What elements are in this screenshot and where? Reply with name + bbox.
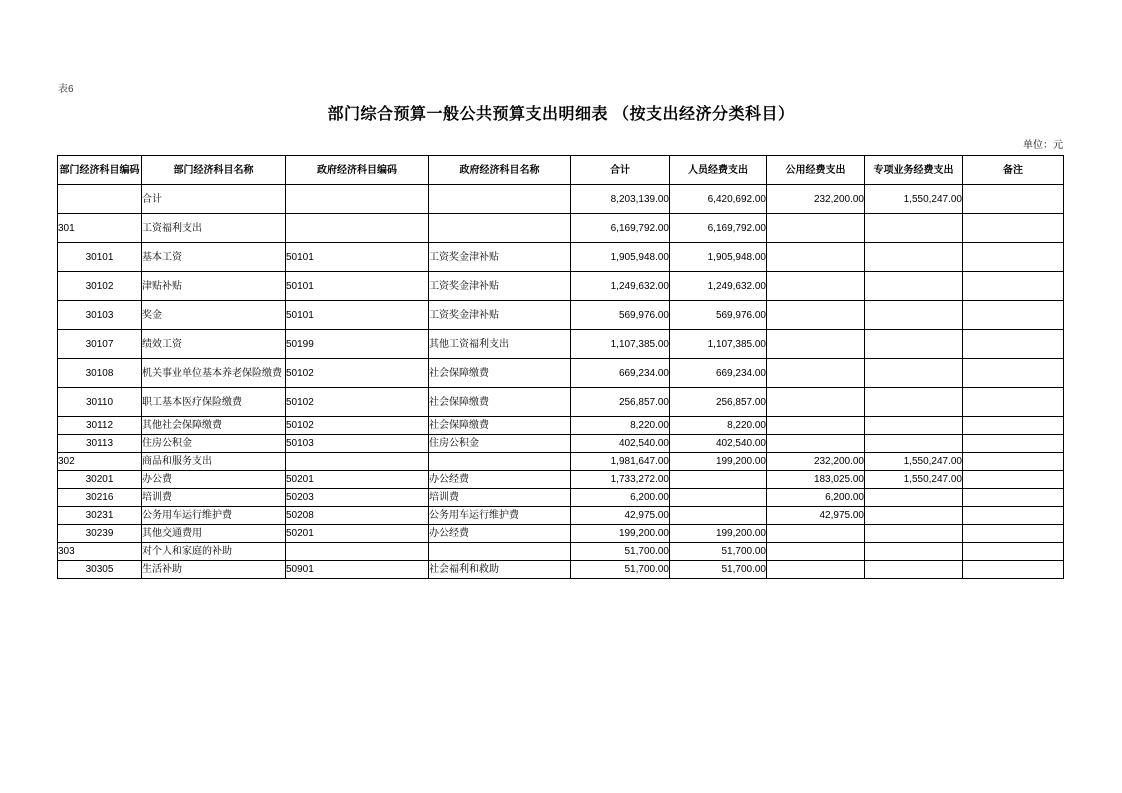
gov-code-cell: 50101 — [286, 243, 429, 272]
total-amount-cell: 1,249,632.00 — [571, 272, 670, 301]
total-amount-cell: 569,976.00 — [571, 301, 670, 330]
public-funds-amount-cell — [767, 359, 865, 388]
public-funds-amount-cell: 232,200.00 — [767, 185, 865, 214]
dept-name-cell: 机关事业单位基本养老保险缴费 — [142, 359, 286, 388]
gov-name-cell: 社会保障缴费 — [429, 417, 571, 435]
public-funds-amount-cell — [767, 525, 865, 543]
gov-name-cell: 工资奖金津补贴 — [429, 301, 571, 330]
table-row — [58, 453, 1064, 471]
gov-name-cell: 住房公积金 — [429, 435, 571, 453]
remark-cell — [963, 388, 1064, 417]
gov-code-cell: 50201 — [286, 471, 429, 489]
gov-name-cell: 社会保障缴费 — [429, 388, 571, 417]
gov-code-cell: 50201 — [286, 525, 429, 543]
personnel-amount-cell — [670, 507, 767, 525]
personnel-amount-cell: 1,905,948.00 — [670, 243, 767, 272]
dept-code-cell — [58, 185, 142, 214]
special-amount-cell: 1,550,247.00 — [865, 453, 963, 471]
dept-code-cell: 30112 — [58, 417, 142, 435]
total-amount-cell: 6,200.00 — [571, 489, 670, 507]
personnel-amount-cell — [670, 471, 767, 489]
gov-code-cell: 50101 — [286, 272, 429, 301]
gov-name-cell: 培训费 — [429, 489, 571, 507]
col-header-remark: 备注 — [963, 156, 1064, 185]
total-amount-cell: 6,169,792.00 — [571, 214, 670, 243]
table-header-row — [58, 156, 1064, 185]
remark-cell — [963, 525, 1064, 543]
page-title: 部门综合预算一般公共预算支出明细表 （按支出经济分类科目） — [327, 106, 795, 123]
remark-cell — [963, 561, 1064, 579]
col-header-personnel: 人员经费支出 — [670, 156, 767, 185]
dept-name-cell: 其他交通费用 — [142, 525, 286, 543]
table-row — [58, 543, 1064, 561]
dept-code-cell: 301 — [58, 214, 142, 243]
total-amount-cell: 1,905,948.00 — [571, 243, 670, 272]
personnel-amount-cell: 6,420,692.00 — [670, 185, 767, 214]
dept-name-cell: 生活补助 — [142, 561, 286, 579]
dept-name-cell: 奖金 — [142, 301, 286, 330]
dept-code-cell: 30107 — [58, 330, 142, 359]
personnel-amount-cell: 51,700.00 — [670, 561, 767, 579]
dept-code-cell: 30110 — [58, 388, 142, 417]
total-amount-cell: 42,975.00 — [571, 507, 670, 525]
dept-name-cell: 基本工资 — [142, 243, 286, 272]
dept-code-cell: 30108 — [58, 359, 142, 388]
total-amount-cell: 1,107,385.00 — [571, 330, 670, 359]
dept-code-cell: 30239 — [58, 525, 142, 543]
special-amount-cell — [865, 272, 963, 301]
dept-name-cell: 津贴补贴 — [142, 272, 286, 301]
total-amount-cell: 8,220.00 — [571, 417, 670, 435]
personnel-amount-cell: 1,107,385.00 — [670, 330, 767, 359]
dept-name-cell: 工资福利支出 — [142, 214, 286, 243]
total-amount-cell: 669,234.00 — [571, 359, 670, 388]
col-header-gov-code: 政府经济科目编码 — [286, 156, 429, 185]
dept-name-cell: 公务用车运行维护费 — [142, 507, 286, 525]
gov-name-cell: 工资奖金津补贴 — [429, 272, 571, 301]
gov-code-cell: 50199 — [286, 330, 429, 359]
gov-name-cell: 办公经费 — [429, 471, 571, 489]
personnel-amount-cell: 6,169,792.00 — [670, 214, 767, 243]
remark-cell — [963, 359, 1064, 388]
table-row — [58, 272, 1064, 301]
personnel-amount-cell: 1,249,632.00 — [670, 272, 767, 301]
total-amount-cell: 256,857.00 — [571, 388, 670, 417]
table-row — [58, 243, 1064, 272]
public-funds-amount-cell — [767, 417, 865, 435]
col-header-dept-name: 部门经济科目名称 — [142, 156, 286, 185]
gov-name-cell: 社会福利和救助 — [429, 561, 571, 579]
table-row — [58, 330, 1064, 359]
public-funds-amount-cell — [767, 561, 865, 579]
gov-code-cell: 50901 — [286, 561, 429, 579]
gov-code-cell: 50208 — [286, 507, 429, 525]
dept-code-cell: 30305 — [58, 561, 142, 579]
personnel-amount-cell: 199,200.00 — [670, 525, 767, 543]
remark-cell — [963, 471, 1064, 489]
col-header-public-funds: 公用经费支出 — [767, 156, 865, 185]
gov-name-cell — [429, 185, 571, 214]
col-header-special: 专项业务经费支出 — [865, 156, 963, 185]
table-row — [58, 301, 1064, 330]
table-row — [58, 359, 1064, 388]
table-row — [58, 525, 1064, 543]
gov-name-cell: 办公经费 — [429, 525, 571, 543]
dept-code-cell: 30102 — [58, 272, 142, 301]
budget-table — [57, 155, 1064, 579]
personnel-amount-cell: 256,857.00 — [670, 388, 767, 417]
public-funds-amount-cell: 183,025.00 — [767, 471, 865, 489]
table-row — [58, 561, 1064, 579]
table-row — [58, 214, 1064, 243]
dept-name-cell: 职工基本医疗保险缴费 — [142, 388, 286, 417]
col-header-total: 合计 — [571, 156, 670, 185]
public-funds-amount-cell — [767, 301, 865, 330]
personnel-amount-cell: 402,540.00 — [670, 435, 767, 453]
unit-note: 单位：元 — [1023, 140, 1063, 151]
total-amount-cell: 402,540.00 — [571, 435, 670, 453]
gov-name-cell — [429, 214, 571, 243]
table-row — [58, 471, 1064, 489]
special-amount-cell — [865, 243, 963, 272]
public-funds-amount-cell — [767, 214, 865, 243]
table-row — [58, 417, 1064, 435]
gov-name-cell: 公务用车运行维护费 — [429, 507, 571, 525]
gov-name-cell: 其他工资福利支出 — [429, 330, 571, 359]
personnel-amount-cell: 8,220.00 — [670, 417, 767, 435]
gov-name-cell — [429, 543, 571, 561]
dept-name-cell: 其他社会保障缴费 — [142, 417, 286, 435]
table-row — [58, 507, 1064, 525]
dept-code-cell: 303 — [58, 543, 142, 561]
table-row — [58, 435, 1064, 453]
remark-cell — [963, 543, 1064, 561]
public-funds-amount-cell: 232,200.00 — [767, 453, 865, 471]
dept-code-cell: 30231 — [58, 507, 142, 525]
col-header-dept-code: 部门经济科目编码 — [58, 156, 142, 185]
gov-code-cell: 50102 — [286, 359, 429, 388]
public-funds-amount-cell — [767, 388, 865, 417]
special-amount-cell — [865, 359, 963, 388]
dept-name-cell: 对个人和家庭的补助 — [142, 543, 286, 561]
remark-cell — [963, 214, 1064, 243]
dept-name-cell: 商品和服务支出 — [142, 453, 286, 471]
special-amount-cell — [865, 388, 963, 417]
dept-code-cell: 30216 — [58, 489, 142, 507]
special-amount-cell — [865, 543, 963, 561]
dept-name-cell: 住房公积金 — [142, 435, 286, 453]
special-amount-cell: 1,550,247.00 — [865, 185, 963, 214]
remark-cell — [963, 301, 1064, 330]
public-funds-amount-cell: 42,975.00 — [767, 507, 865, 525]
gov-name-cell — [429, 453, 571, 471]
special-amount-cell — [865, 507, 963, 525]
remark-cell — [963, 435, 1064, 453]
gov-code-cell — [286, 453, 429, 471]
table-row — [58, 185, 1064, 214]
remark-cell — [963, 243, 1064, 272]
dept-name-cell: 合计 — [142, 185, 286, 214]
total-amount-cell: 8,203,139.00 — [571, 185, 670, 214]
gov-code-cell — [286, 185, 429, 214]
col-header-gov-name: 政府经济科目名称 — [429, 156, 571, 185]
total-amount-cell: 1,981,647.00 — [571, 453, 670, 471]
personnel-amount-cell: 199,200.00 — [670, 453, 767, 471]
public-funds-amount-cell — [767, 543, 865, 561]
special-amount-cell — [865, 417, 963, 435]
gov-code-cell — [286, 214, 429, 243]
total-amount-cell: 51,700.00 — [571, 561, 670, 579]
table-row — [58, 489, 1064, 507]
gov-code-cell: 50102 — [286, 388, 429, 417]
special-amount-cell — [865, 330, 963, 359]
special-amount-cell — [865, 561, 963, 579]
public-funds-amount-cell: 6,200.00 — [767, 489, 865, 507]
total-amount-cell: 51,700.00 — [571, 543, 670, 561]
remark-cell — [963, 272, 1064, 301]
gov-name-cell: 工资奖金津补贴 — [429, 243, 571, 272]
remark-cell — [963, 417, 1064, 435]
gov-code-cell — [286, 543, 429, 561]
remark-cell — [963, 453, 1064, 471]
dept-name-cell: 办公费 — [142, 471, 286, 489]
budget-table-body — [58, 185, 1064, 579]
personnel-amount-cell — [670, 489, 767, 507]
dept-code-cell: 30201 — [58, 471, 142, 489]
gov-name-cell: 社会保障缴费 — [429, 359, 571, 388]
total-amount-cell: 199,200.00 — [571, 525, 670, 543]
public-funds-amount-cell — [767, 330, 865, 359]
special-amount-cell — [865, 489, 963, 507]
personnel-amount-cell: 569,976.00 — [670, 301, 767, 330]
dept-code-cell: 30103 — [58, 301, 142, 330]
dept-code-cell: 30113 — [58, 435, 142, 453]
dept-name-cell: 绩效工资 — [142, 330, 286, 359]
gov-code-cell: 50102 — [286, 417, 429, 435]
public-funds-amount-cell — [767, 435, 865, 453]
gov-code-cell: 50203 — [286, 489, 429, 507]
personnel-amount-cell: 51,700.00 — [670, 543, 767, 561]
remark-cell — [963, 507, 1064, 525]
table-number-label: 表6 — [58, 84, 74, 95]
personnel-amount-cell: 669,234.00 — [670, 359, 767, 388]
gov-code-cell: 50101 — [286, 301, 429, 330]
special-amount-cell: 1,550,247.00 — [865, 471, 963, 489]
remark-cell — [963, 489, 1064, 507]
remark-cell — [963, 185, 1064, 214]
table-row — [58, 388, 1064, 417]
dept-code-cell: 30101 — [58, 243, 142, 272]
dept-code-cell: 302 — [58, 453, 142, 471]
dept-name-cell: 培训费 — [142, 489, 286, 507]
public-funds-amount-cell — [767, 272, 865, 301]
gov-code-cell: 50103 — [286, 435, 429, 453]
special-amount-cell — [865, 301, 963, 330]
special-amount-cell — [865, 214, 963, 243]
total-amount-cell: 1,733,272.00 — [571, 471, 670, 489]
remark-cell — [963, 330, 1064, 359]
special-amount-cell — [865, 435, 963, 453]
special-amount-cell — [865, 525, 963, 543]
public-funds-amount-cell — [767, 243, 865, 272]
